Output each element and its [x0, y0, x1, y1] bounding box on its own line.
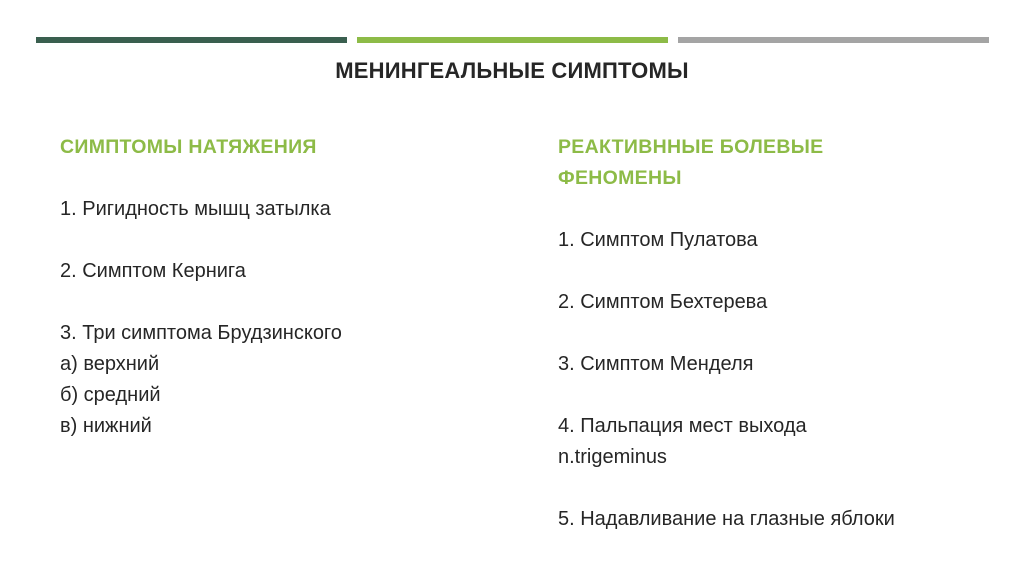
left-heading: СИМПТОМЫ НАТЯЖЕНИЯ: [60, 136, 317, 158]
spacer: [558, 318, 998, 349]
top-bar-gray: [678, 37, 989, 43]
list-item: 3. Симптом Менделя: [558, 353, 754, 375]
list-subitem: а) верхний: [60, 353, 160, 375]
right-heading-line1: РЕАКТИВННЫЕ БОЛЕВЫЕ: [558, 136, 824, 158]
slide-title: МЕНИНГЕАЛЬНЫЕ СИМПТОМЫ: [335, 58, 689, 83]
list-item: 1. Ригидность мышц затылка: [60, 198, 331, 220]
list-subitem: в) нижний: [60, 415, 152, 437]
list-item: 2. Симптом Кернига: [60, 260, 246, 282]
right-heading-line2: ФЕНОМЕНЫ: [558, 167, 682, 189]
spacer: [558, 256, 998, 287]
top-bar-dark: [36, 37, 347, 43]
spacer: [60, 287, 500, 318]
list-item: 4. Пальпация мест выхода: [558, 415, 807, 437]
list-item: 3. Три симптома Брудзинского: [60, 322, 342, 344]
list-item: 1. Симптом Пулатова: [558, 229, 758, 251]
spacer: [558, 380, 998, 411]
right-column: [558, 132, 998, 535]
list-item-continuation: n.trigeminus: [558, 446, 667, 468]
spacer: [60, 163, 500, 194]
left-column: [60, 132, 500, 442]
top-bar-green: [357, 37, 668, 43]
spacer: [558, 473, 998, 504]
list-item: 2. Симптом Бехтерева: [558, 291, 768, 313]
list-item: 5. Надавливание на глазные яблоки: [558, 508, 895, 530]
spacer: [558, 194, 998, 225]
list-subitem: б) средний: [60, 384, 161, 406]
spacer: [60, 225, 500, 256]
